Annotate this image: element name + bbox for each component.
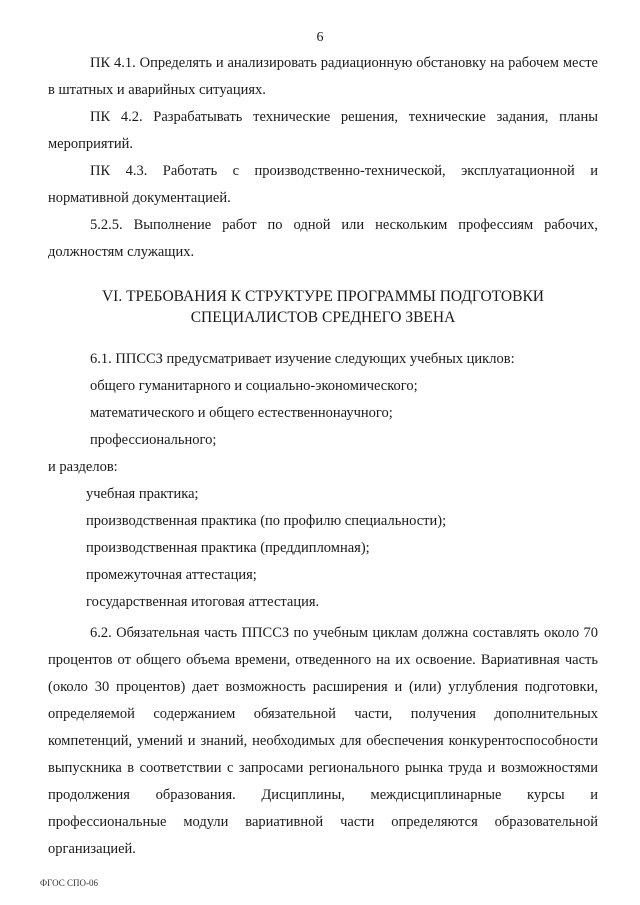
section-title xyxy=(48,286,598,328)
page-number: 6 xyxy=(316,30,324,45)
clause-525: 5.2.5. Выполнение работ по одной или нескольким профессиям рабочих, должностям служащих. xyxy=(48,217,598,260)
sections-label: и разделов: xyxy=(48,459,118,475)
cycle-item: общего гуманитарного и социально-экономического; xyxy=(90,378,418,394)
cycle-item: математического и общего естественнонаучного; xyxy=(90,405,393,421)
section-title-line-1: VI. ТРЕБОВАНИЯ К СТРУКТУРЕ ПРОГРАММЫ ПОДГОТОВКИ xyxy=(101,288,544,305)
section-item: производственная практика (по профилю специальности); xyxy=(86,513,447,529)
section-item: учебная практика; xyxy=(86,486,199,502)
section-item: государственная итоговая аттестация. xyxy=(86,594,320,610)
section-title-line-2: СПЕЦИАЛИСТОВ СРЕДНЕГО ЗВЕНА xyxy=(190,309,456,326)
section-item: промежуточная аттестация; xyxy=(86,567,257,583)
document-body xyxy=(48,50,598,863)
clause-62: 6.2. Обязательная часть ППССЗ по учебным циклам должна составлять около 70 процентов от общего объема времени, отведенного на их освоение. Вариативная часть (около 30 процентов) дает возможность расширения и (или) углубления подготовки, определяемой содержанием обязательной части, получения дополнительных компетенций, умений и знаний, необходимых для обеспечения конкурентоспособности выпускника в соответствии с запросами регионального рынка труда и возможностями продолжения образования. Дисциплины, междисциплинарные курсы и профессиональные модули вариативной части определяются образовательной организацией. xyxy=(48,625,598,857)
competency-pk42: ПК 4.2. Разрабатывать технические решения, технические задания, планы мероприятий. xyxy=(48,109,598,152)
section-item: производственная практика (преддипломная); xyxy=(86,540,370,556)
document-footer-code: ФГОС СПО-06 xyxy=(40,878,98,888)
competency-pk43: ПК 4.3. Работать с производственно-технической, эксплуатационной и нормативной документацией. xyxy=(48,163,598,206)
clause-61-intro: 6.1. ППССЗ предусматривает изучение следующих учебных циклов: xyxy=(90,351,515,367)
competency-pk41: ПК 4.1. Определять и анализировать радиационную обстановку на рабочем месте в штатных и аварийных ситуациях. xyxy=(48,55,598,98)
cycle-item: профессионального; xyxy=(90,432,217,448)
